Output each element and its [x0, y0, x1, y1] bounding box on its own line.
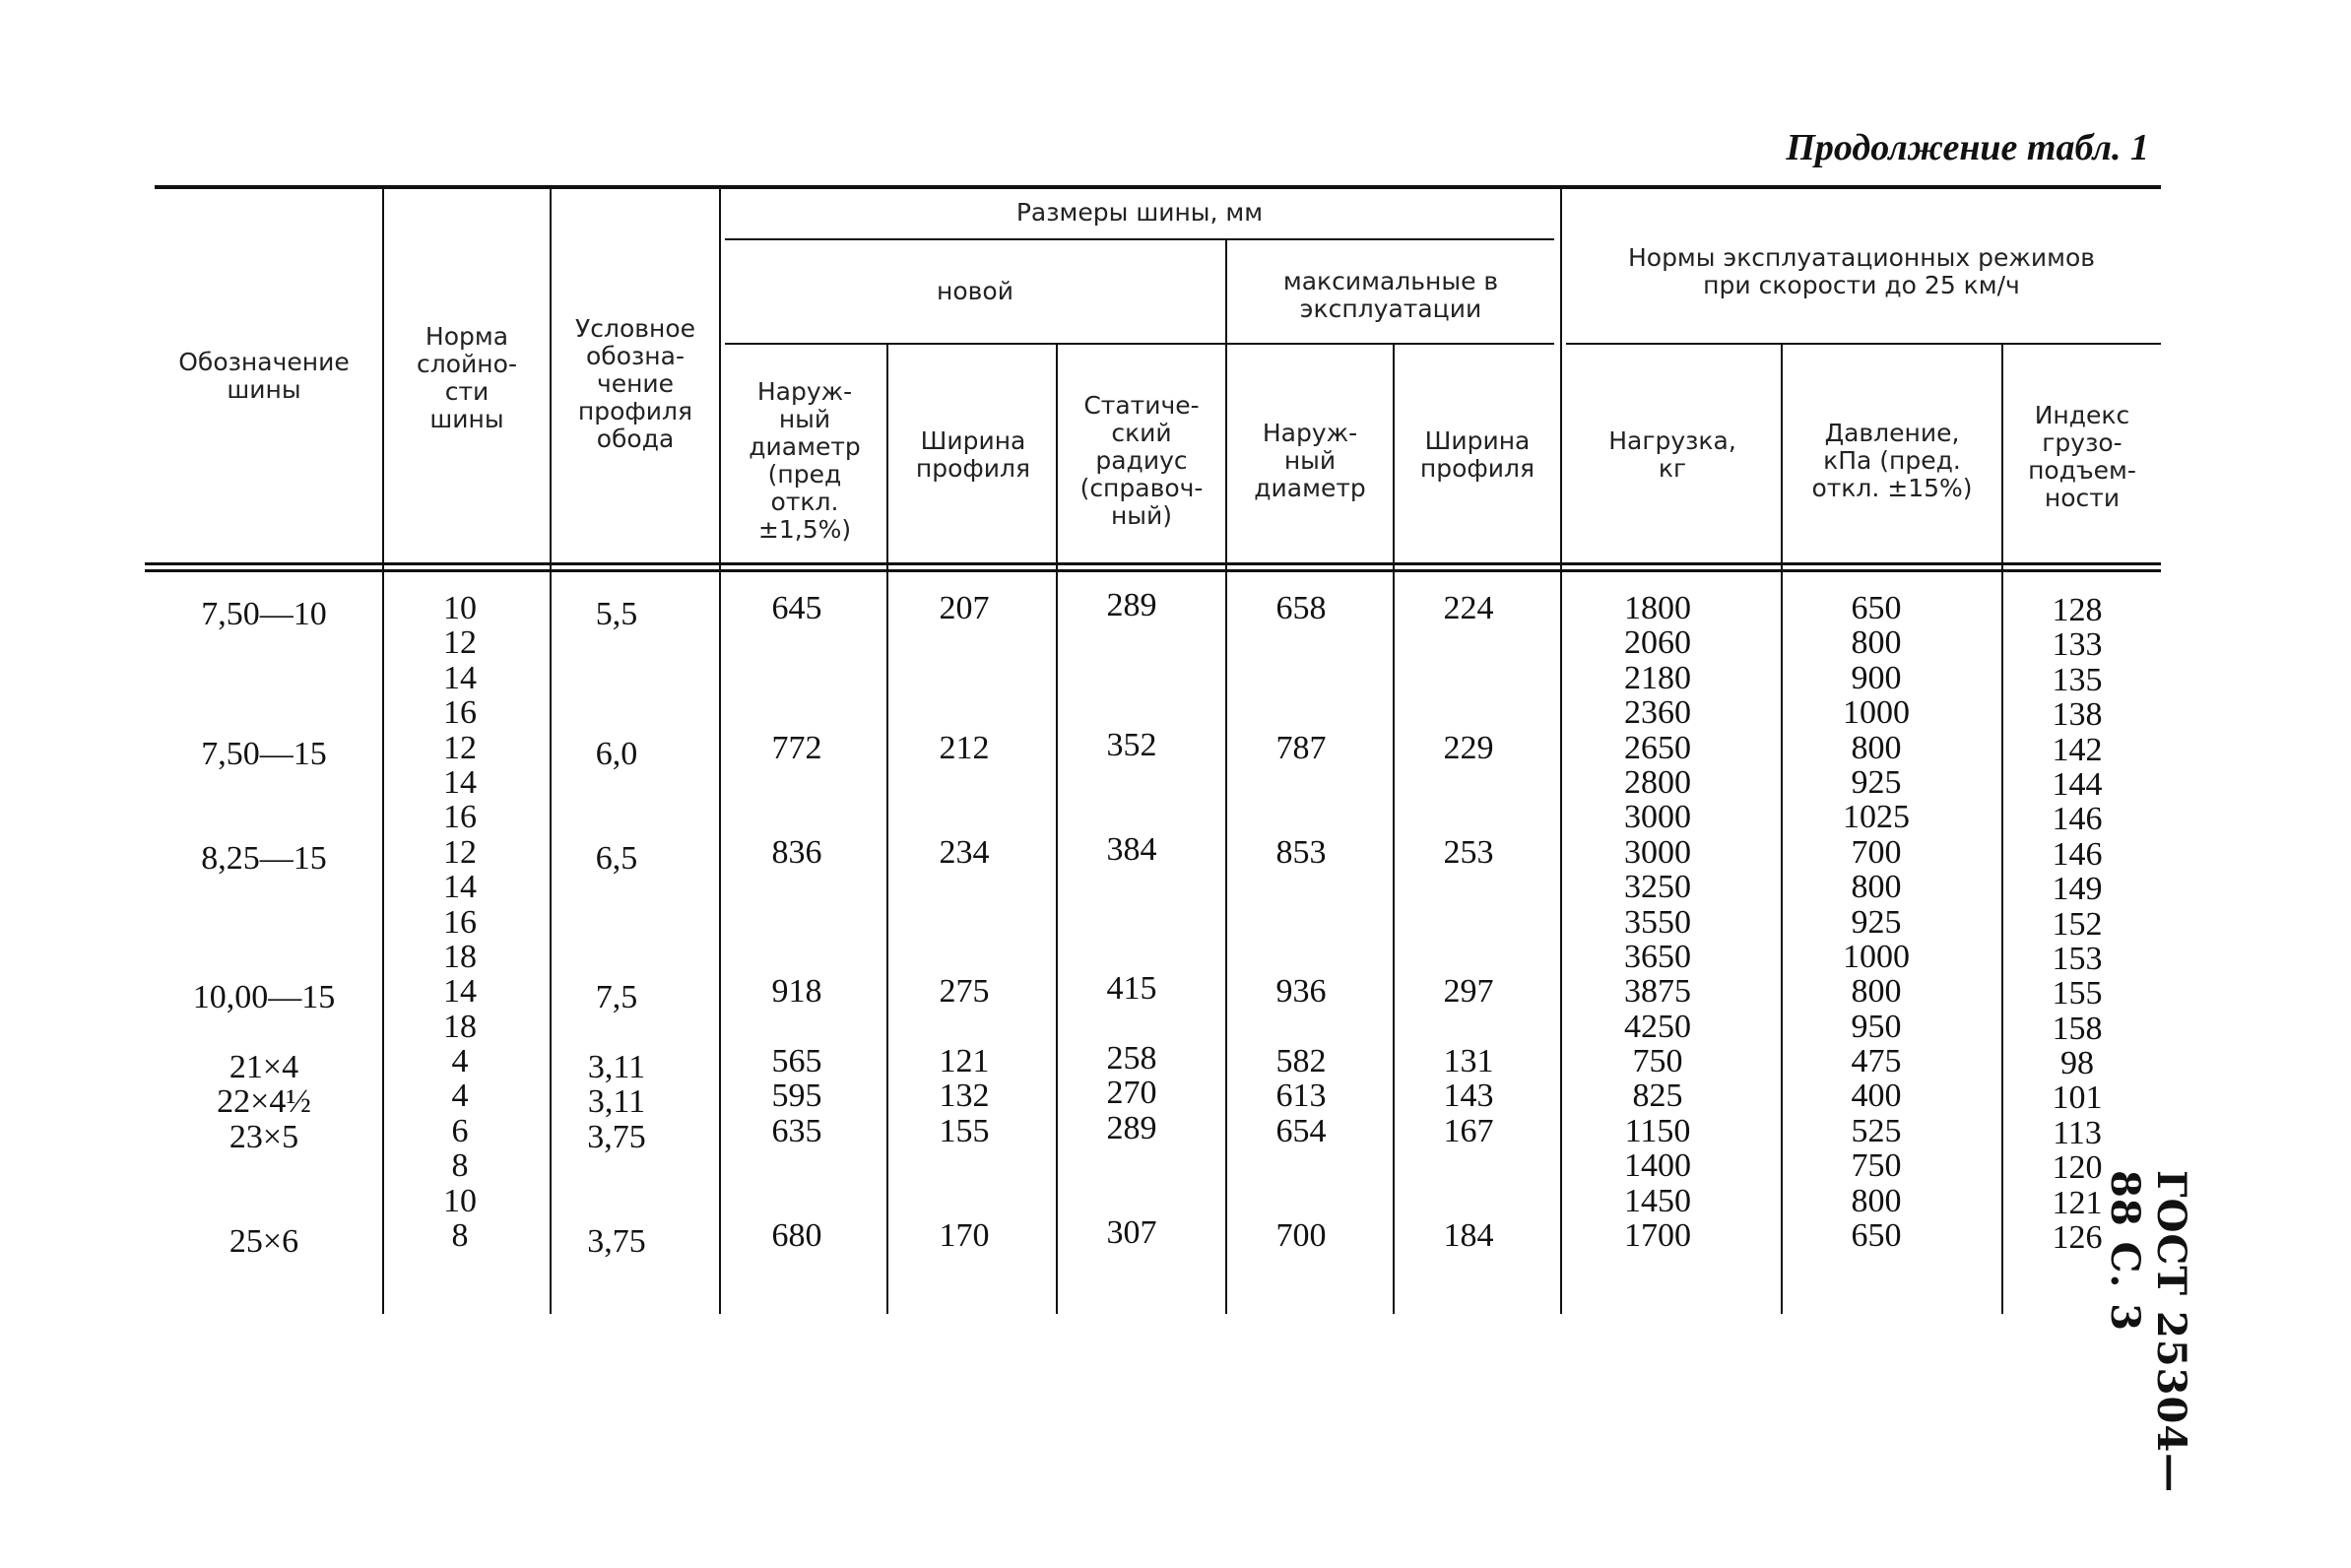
table-cell: 16	[443, 799, 477, 836]
table-cell	[1395, 940, 1542, 974]
table-cell: 2800	[1624, 763, 1691, 801]
table-cell: 800	[1851, 869, 1902, 906]
table-cell: 2180	[1624, 659, 1691, 696]
header-norms: Нормы эксплуатационных режимов при скорости до 25 км/ч	[1627, 243, 2096, 299]
table-cell: 658	[1275, 590, 1327, 626]
table-cell: 1025	[1843, 799, 1910, 836]
col-divider-2	[550, 189, 552, 1314]
table-cell: 184	[1443, 1217, 1494, 1255]
table-cell: 101	[2052, 1079, 2103, 1117]
header-ply-rating: Норма слойно- сти шины	[417, 322, 517, 433]
table-cell: 155	[939, 1112, 990, 1149]
table-cell: 1700	[1624, 1217, 1691, 1255]
table-cell: 18	[443, 1008, 477, 1045]
table-cell: 155	[2052, 975, 2103, 1013]
table-cell	[1058, 658, 1206, 692]
table-cell	[1227, 870, 1375, 904]
table-cell: 3550	[1624, 903, 1691, 941]
column-section-width-new	[890, 591, 1038, 1253]
table-cell	[723, 1010, 871, 1044]
table-cell	[890, 940, 1038, 974]
col-divider-1	[382, 189, 384, 1314]
table-cell: 289	[1106, 1109, 1157, 1146]
table-cell: 275	[939, 973, 990, 1011]
table-cell: 229	[1443, 729, 1494, 766]
header-outer-diameter-tol: Наруж- ный диаметр (пред откл. ±1,5%)	[749, 377, 861, 544]
table-cell: 3,11	[587, 1083, 646, 1121]
table-cell: 14	[443, 973, 477, 1011]
table-cell	[890, 1148, 1038, 1183]
table-cell	[1227, 1184, 1375, 1218]
table-cell	[890, 765, 1038, 800]
table-cell: 14	[443, 763, 477, 801]
table-cell: 258	[1106, 1040, 1157, 1078]
table-cell: 270	[1106, 1075, 1157, 1112]
table-cell: 10	[443, 590, 477, 626]
table-cell: 113	[2053, 1114, 2102, 1151]
header-outer-diameter: Наруж- ный диаметр	[1254, 419, 1366, 502]
table-cell	[1058, 1007, 1206, 1041]
table-cell: 8	[451, 1147, 469, 1185]
table-cell: 120	[2052, 1149, 2103, 1187]
header-designation: Обозначение шины	[178, 348, 350, 404]
table-cell: 750	[1851, 1147, 1902, 1185]
table-cell: 144	[2052, 765, 2103, 803]
table-cell: 16	[443, 903, 477, 941]
table-cell	[554, 1190, 680, 1224]
table-cell: 3650	[1624, 938, 1691, 975]
table-cell	[890, 905, 1038, 940]
header-rim-profile: Условное обозна- чение профиля обода	[574, 314, 695, 453]
table-cell: 14	[443, 659, 477, 696]
table-cell: 415	[1106, 970, 1157, 1008]
table-cell: 149	[2052, 871, 2103, 908]
table-cell	[148, 701, 380, 736]
table-cell	[1395, 905, 1542, 940]
col-divider-8	[1560, 189, 1562, 1314]
column-pressure	[1783, 591, 1970, 1253]
table-cell: 635	[771, 1112, 822, 1149]
table-cell: 307	[1106, 1214, 1157, 1252]
table-cell: 5,5	[595, 596, 638, 632]
table-cell: 654	[1275, 1112, 1327, 1149]
table-cell	[1395, 695, 1542, 730]
table-cell	[890, 1010, 1038, 1044]
table-cell	[723, 1184, 871, 1218]
table-cell: 7,50—15	[201, 735, 327, 772]
table-cell: 126	[2052, 1219, 2103, 1257]
table-cell	[890, 1184, 1038, 1218]
table-cell: 2650	[1624, 729, 1691, 766]
table-cell	[1227, 625, 1375, 660]
header-bottom-rule	[145, 562, 2161, 565]
table-cell: 18	[443, 938, 477, 975]
header-pressure: Давление, кПа (пред. откл. ±15%)	[1811, 419, 1973, 502]
table-cell	[1227, 695, 1375, 730]
table-cell: 853	[1275, 833, 1327, 871]
table-cell: 787	[1275, 729, 1327, 766]
table-cell: 565	[771, 1043, 822, 1080]
table-cell	[890, 870, 1038, 904]
table-cell: 700	[1275, 1217, 1327, 1255]
table-cell: 2360	[1624, 694, 1691, 732]
table-cell: 3,11	[587, 1049, 646, 1086]
table-cell: 121	[2052, 1184, 2103, 1221]
header-new: новой	[937, 277, 1013, 305]
table-cell: 3000	[1624, 799, 1691, 836]
table-cell	[1058, 622, 1206, 657]
column-static-radius	[1058, 588, 1206, 1250]
table-cell	[148, 667, 380, 701]
table-cell: 138	[2052, 696, 2103, 734]
table-cell: 146	[2052, 835, 2103, 873]
table-cell: 772	[771, 729, 822, 766]
table-cell: 1000	[1843, 938, 1910, 975]
table-cell	[148, 911, 380, 946]
table-cell	[554, 701, 680, 736]
table-cell	[1227, 905, 1375, 940]
header-section-width-max: Ширина профиля	[1419, 426, 1535, 483]
table-cell	[1227, 661, 1375, 695]
table-cell	[554, 631, 680, 666]
table-cell: 1400	[1624, 1147, 1691, 1185]
table-cell: 143	[1443, 1078, 1494, 1115]
table-cell	[1395, 1010, 1542, 1044]
col-divider-3	[719, 189, 721, 1314]
table-cell: 650	[1851, 590, 1902, 626]
table-cell: 12	[443, 729, 477, 766]
header-section-width: Ширина профиля	[915, 426, 1031, 483]
table-cell: 4250	[1624, 1008, 1691, 1045]
table-cell: 152	[2052, 905, 2103, 943]
table-cell: 475	[1851, 1043, 1902, 1080]
header-static-radius: Статиче- ский радиус (справоч- ный)	[1079, 391, 1204, 530]
table-cell	[723, 905, 871, 940]
table-cell	[148, 946, 380, 980]
table-cell: 525	[1851, 1112, 1902, 1149]
table-cell: 23×5	[229, 1118, 299, 1155]
table-cell: 582	[1275, 1043, 1327, 1080]
table-cell: 170	[939, 1217, 990, 1255]
table-cell: 400	[1851, 1078, 1902, 1115]
table-cell	[723, 800, 871, 834]
table-cell	[554, 1015, 680, 1050]
table-cell	[1058, 797, 1206, 831]
table-cell	[1058, 762, 1206, 797]
header-load-index: Индекс грузо- подъем- ности	[2028, 401, 2136, 512]
table-cell: 8	[451, 1217, 469, 1255]
table-cell	[1395, 1148, 1542, 1183]
table-cell: 800	[1851, 1182, 1902, 1219]
table-cell	[148, 631, 380, 666]
table-cell: 4	[451, 1043, 469, 1080]
table-cell: 825	[1632, 1078, 1683, 1115]
column-ply-rating	[386, 591, 534, 1253]
table-cell	[1395, 870, 1542, 904]
table-cell	[554, 876, 680, 910]
table-cell: 167	[1443, 1112, 1494, 1149]
table-cell	[1058, 867, 1206, 901]
table-cell	[554, 911, 680, 946]
table-cell: 128	[2052, 592, 2103, 628]
table-cell: 925	[1851, 903, 1902, 941]
table-cell	[1058, 1145, 1206, 1180]
table-cell	[1395, 1184, 1542, 1218]
table-cell: 1150	[1624, 1112, 1691, 1149]
table-cell: 224	[1443, 590, 1494, 626]
table-cell: 297	[1443, 973, 1494, 1011]
rule-dims-under-title	[725, 238, 1554, 240]
column-outer-diameter-new	[723, 591, 871, 1253]
header-max-in-service: максимальные в эксплуатации	[1282, 267, 1499, 323]
table-cell: 131	[1443, 1043, 1494, 1080]
table-cell	[1058, 902, 1206, 937]
table-cell: 1000	[1843, 694, 1910, 732]
table-cell: 98	[2060, 1045, 2094, 1082]
table-cell	[1227, 765, 1375, 800]
table-cell: 22×4½	[217, 1083, 311, 1121]
table-cell	[723, 1148, 871, 1183]
table-cell: 800	[1851, 624, 1902, 662]
table-cell	[723, 765, 871, 800]
table-cell: 7,5	[595, 979, 638, 1016]
table-cell	[554, 806, 680, 840]
table-cell	[1227, 800, 1375, 834]
table-cell: 234	[939, 833, 990, 871]
table-cell: 253	[1443, 833, 1494, 871]
table-cell: 146	[2052, 801, 2103, 838]
rule-norms-under-title	[1566, 343, 2161, 345]
table-cell: 4	[451, 1078, 469, 1115]
table-cell: 595	[771, 1078, 822, 1115]
table-cell	[890, 800, 1038, 834]
table-cell: 6	[451, 1112, 469, 1149]
table-cell	[1395, 765, 1542, 800]
table-cell: 750	[1632, 1043, 1683, 1080]
table-cell: 21×4	[229, 1049, 299, 1086]
document-side-label: ГОСТ 25304—88 С. 3	[2102, 1170, 2194, 1494]
header-tire-dims: Размеры шины, мм	[1015, 198, 1264, 227]
table-cell: 6,0	[595, 735, 638, 772]
table-cell: 1450	[1624, 1182, 1691, 1219]
table-cell: 650	[1851, 1217, 1902, 1255]
column-designation	[148, 597, 380, 1259]
rule-dims-under-sub	[725, 343, 1554, 345]
table-cell: 2060	[1624, 624, 1691, 662]
column-section-width-max	[1395, 591, 1542, 1253]
table-cell: 800	[1851, 729, 1902, 766]
table-cell	[148, 1190, 380, 1224]
table-cell	[723, 625, 871, 660]
table-cell: 3,75	[587, 1223, 646, 1261]
table-cell: 3,75	[587, 1118, 646, 1155]
table-cell: 645	[771, 590, 822, 626]
header-load: Нагрузка, кг	[1608, 426, 1736, 483]
column-load-index	[2003, 593, 2151, 1255]
top-rule	[155, 185, 2161, 189]
table-cell	[1395, 661, 1542, 695]
table-cell: 918	[771, 973, 822, 1011]
table-cell: 384	[1106, 830, 1157, 868]
table-cell	[1395, 800, 1542, 834]
table-cell: 16	[443, 694, 477, 732]
col-divider-4	[886, 345, 888, 1314]
table-cell: 14	[443, 869, 477, 906]
table-cell: 133	[2052, 626, 2103, 664]
table-cell	[723, 940, 871, 974]
table-cell: 135	[2052, 661, 2103, 698]
table-cell: 207	[939, 590, 990, 626]
table-cell	[1227, 940, 1375, 974]
column-load	[1564, 591, 1751, 1253]
table-cell	[890, 625, 1038, 660]
table-cell: 10	[443, 1182, 477, 1219]
table-cell	[554, 667, 680, 701]
table-cell: 289	[1106, 587, 1157, 623]
table-cell: 950	[1851, 1008, 1902, 1045]
table-cell: 925	[1851, 763, 1902, 801]
table-cell: 132	[939, 1078, 990, 1115]
table-cell: 158	[2052, 1010, 2103, 1047]
table-cell: 700	[1851, 833, 1902, 871]
table-cell: 8,25—15	[201, 839, 327, 877]
table-cell: 142	[2052, 731, 2103, 768]
column-rim-profile	[554, 597, 680, 1259]
table-cell	[1227, 1148, 1375, 1183]
table-cell: 25×6	[229, 1223, 299, 1261]
table-cell: 3875	[1624, 973, 1691, 1011]
table-cell	[1058, 692, 1206, 727]
column-outer-diameter-max	[1227, 591, 1375, 1253]
table-cell	[554, 1154, 680, 1189]
table-cell	[1058, 1181, 1206, 1215]
table-cell: 12	[443, 833, 477, 871]
table-cell	[723, 695, 871, 730]
table-cell: 836	[771, 833, 822, 871]
table-cell	[1395, 625, 1542, 660]
table-cell: 3000	[1624, 833, 1691, 871]
table-cell: 7,50—10	[201, 596, 327, 632]
table-cell	[1227, 1010, 1375, 1044]
table-cell	[148, 806, 380, 840]
header-bottom-rule-second	[145, 569, 2161, 572]
table-cell	[554, 946, 680, 980]
table-cell: 680	[771, 1217, 822, 1255]
table-cell: 212	[939, 729, 990, 766]
table-cell	[723, 870, 871, 904]
table-cell: 900	[1851, 659, 1902, 696]
table-cell: 153	[2052, 940, 2103, 977]
table-caption: Продолжение табл. 1	[1786, 127, 2149, 168]
table-cell: 1800	[1624, 590, 1691, 626]
table-cell: 3250	[1624, 869, 1691, 906]
table-cell	[148, 1154, 380, 1189]
table-cell: 800	[1851, 973, 1902, 1011]
table-cell	[148, 771, 380, 806]
table-cell	[723, 661, 871, 695]
table-cell	[148, 876, 380, 910]
table-cell: 121	[939, 1043, 990, 1080]
table-cell	[554, 771, 680, 806]
table-cell	[1058, 937, 1206, 971]
table-cell	[148, 1015, 380, 1050]
table-cell	[890, 661, 1038, 695]
table-cell: 936	[1275, 973, 1327, 1011]
table-cell	[890, 695, 1038, 730]
table-cell: 6,5	[595, 839, 638, 877]
table-cell: 352	[1106, 726, 1157, 763]
table-cell: 613	[1275, 1078, 1327, 1115]
table-cell: 10,00—15	[192, 979, 336, 1016]
table-cell: 12	[443, 624, 477, 662]
